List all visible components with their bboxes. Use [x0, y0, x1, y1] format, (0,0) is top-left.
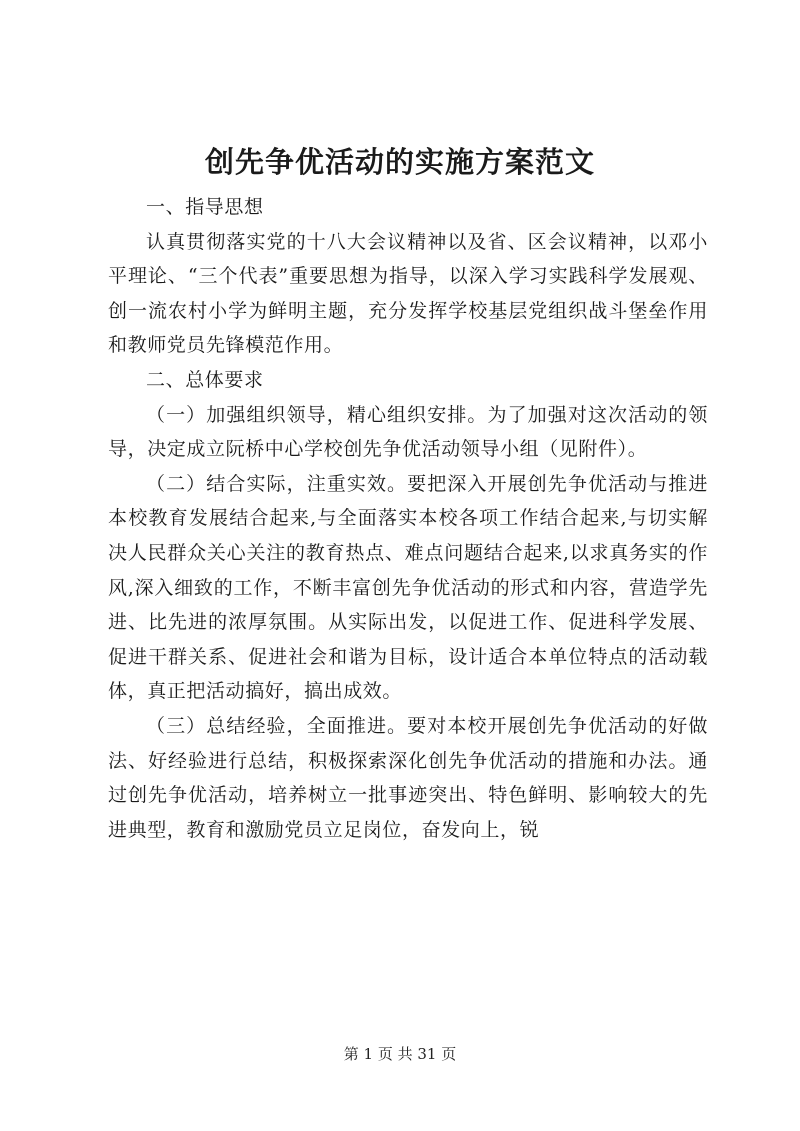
section-heading-general-requirements: 二、总体要求 — [146, 368, 264, 391]
paragraph-requirement-1: （一）加强组织领导，精心组织安排。为了加强对这次活动的领导，决定成立阮桥中心学校创先争优活动领导小组（见附件）。 — [108, 403, 708, 461]
section-heading-guiding-ideology: 一、指导思想 — [146, 196, 264, 218]
page-number-footer: 第 1 页 共 31 页 — [343, 1045, 457, 1063]
paragraph-requirement-3: （三）总结经验，全面推进。要对本校开展创先争优活动的好做法、好经验进行总结，积极探索深化创先争优活动的措施和办法。通过创先争优活动，培养树立一批事迹突出、特色鲜明、影响较大的先进典型，教育和激励党员立足岗位，奋发向上，锐 — [108, 714, 708, 841]
paragraph-requirement-2: （二）结合实际，注重实效。要把深入开展创先争优活动与推进本校教育发展结合起来,与全面落实本校各项工作结合起来,与切实解决人民群众关心关注的教育热点、难点问题结合起来,以求真务实的作风,深入细致的工作，不断丰富创先争优活动的形式和内容，营造学先进、比先进的浓厚氛围。从实际出发，以促进工作、促进科学发展、促进干群关系、促进社会和谐为目标，设计适合本单位特点的活动载体，真正把活动搞好，搞出成效。 — [108, 472, 708, 703]
document-title: 创先争优活动的实施方案范文 — [204, 145, 595, 179]
document-body — [108, 190, 708, 847]
paragraph-guiding-ideology: 认真贯彻落实党的十八大会议精神以及省、区会议精神，以邓小平理论、“三个代表”重要思想为指导，以深入学习实践科学发展观、创一流农村小学为鲜明主题，充分发挥学校基层党组织战斗堡垒作用和教师党员先锋模范作用。 — [108, 230, 708, 357]
